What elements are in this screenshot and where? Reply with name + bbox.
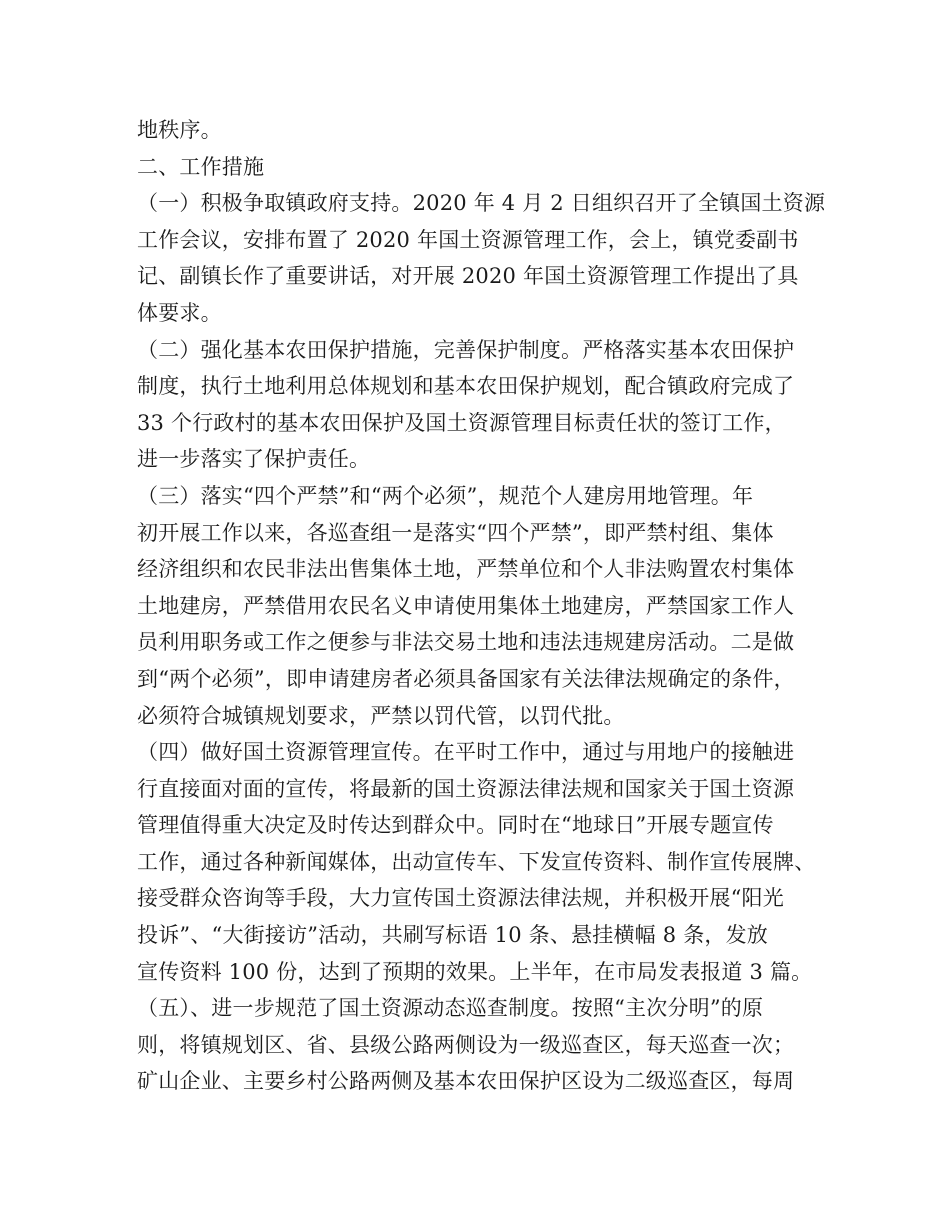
text-line: （五）、进一步规范了国土资源动态巡查制度。按照“主次分明”的原 [137,996,764,1021]
text-line: 投诉”、“大街接访”活动，共刷写标语 10 条、悬挂横幅 8 条，发放 [137,923,768,948]
text-line: （一）积极争取镇政府支持。2020 年 4 月 2 日组织召开了全镇国土资源 [137,191,826,216]
text-line: 行直接面对面的宣传，将最新的国土资源法律法规和国家关于国土资源 [137,776,795,801]
text-line: 制度，执行土地利用总体规划和基本农田保护规划，配合镇政府完成了 [137,374,795,399]
text-line: 工作，通过各种新闻媒体，出动宣传车、下发宣传资料、制作宣传展牌、 [137,849,816,874]
text-line: 初开展工作以来，各巡查组一是落实“四个严禁”，即严禁村组、集体 [137,520,774,545]
text-line: 经济组织和农民非法出售集体土地，严禁单位和个人非法购置农村集体 [137,557,795,582]
text-line: （二）强化基本农田保护措施，完善保护制度。严格落实基本农田保护 [137,337,795,362]
section-heading: 二、工作措施 [137,154,265,179]
text-line: 地秩序。 [137,118,222,142]
text-line: 必须符合城镇规划要求，严禁以罚代管，以罚代批。 [137,703,625,728]
text-line: 接受群众咨询等手段，大力宣传国土资源法律法规，并积极开展“阳光 [137,886,784,911]
text-line: 员利用职务或工作之便参与非法交易土地和违法违规建房活动。二是做 [137,630,795,655]
text-line: 记、副镇长作了重要讲话，对开展 2020 年国土资源管理工作提出了具 [137,264,799,289]
text-line: 33 个行政村的基本农田保护及国土资源管理目标责任状的签订工作， [137,410,786,435]
text-line: 则，将镇规划区、省、县级公路两侧设为一级巡查区，每天巡查一次； [137,1032,795,1057]
text-line: 管理值得重大决定及时传达到群众中。同时在“地球日”开展专题宣传 [137,813,774,838]
text-line: 矿山企业、主要乡村公路两侧及基本农田保护区设为二级巡查区，每周 [137,1069,795,1094]
text-line: 宣传资料 100 份，达到了预期的效果。上半年，在市局发表报道 3 篇。 [137,959,813,984]
text-line: 进一步落实了保护责任。 [137,447,371,472]
text-line: 工作会议，安排布置了 2020 年国土资源管理工作，会上，镇党委副书 [137,227,799,252]
text-line: （三）落实“四个严禁”和“两个必须”，规范个人建房用地管理。年 [137,483,754,508]
text-line: 到“两个必须”，即申请建房者必须具备国家有关法律法规确定的条件， [137,666,795,691]
document-body [137,112,827,1100]
text-line: （四）做好国土资源管理宣传。在平时工作中，通过与用地户的接触进 [137,740,795,765]
text-line: 体要求。 [137,300,222,325]
text-line: 土地建房，严禁借用农民名义申请使用集体土地建房，严禁国家工作人 [137,593,795,618]
